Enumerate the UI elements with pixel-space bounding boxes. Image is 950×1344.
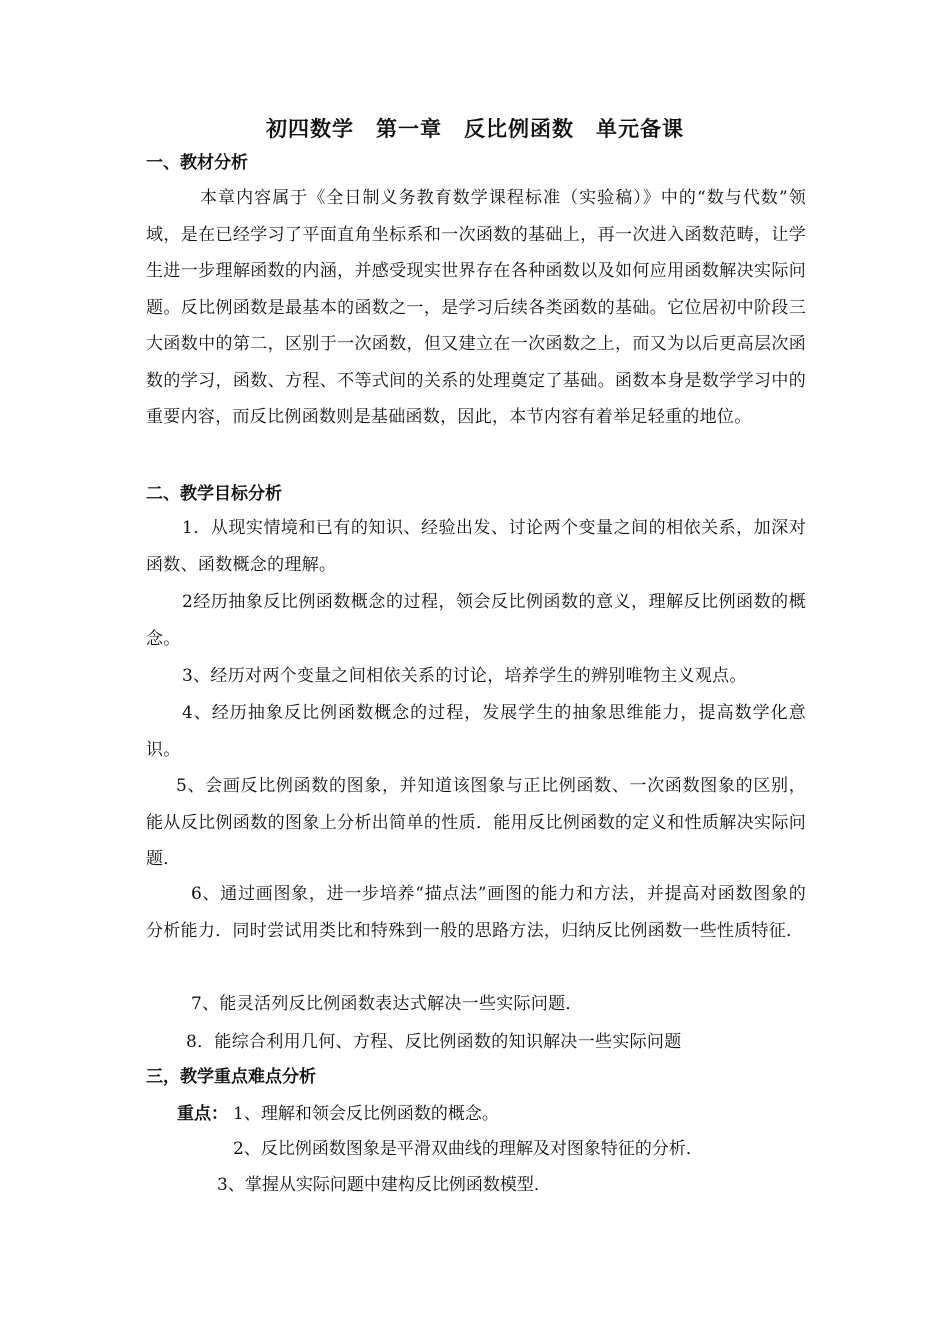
document-title: 初四数学 第一章 反比例函数 单元备课 <box>266 116 684 141</box>
section-heading-teaching-goals: 二、教学目标分析 <box>146 484 282 504</box>
goal-item-4: 4、经历抽象反比例函数概念的过程，发展学生的抽象思维能力，提高数学化意识。 <box>146 703 806 760</box>
key-points-label: 重点： <box>177 1104 228 1124</box>
goal-item-1: 1．从现实情境和已有的知识、经验出发、讨论两个变量之间的相依关系，加深对函数、函数概念的理解。 <box>146 518 806 575</box>
key-point-2: 2、反比例函数图象是平滑双曲线的理解及对图象特征的分析． <box>233 1139 703 1159</box>
goal-item-3: 3、经历对两个变量之间相依关系的讨论，培养学生的辨别唯物主义观点。 <box>182 666 747 686</box>
section-heading-key-difficult-points: 三，教学重点难点分析 <box>146 1067 316 1087</box>
goal-item-2: 2经历抽象反比例函数概念的过程，领会反比例函数的意义，理解反比例函数的概念。 <box>146 592 806 649</box>
goal-item-5: 5、会画反比例函数的图象，并知道该图象与正比例函数、一次函数图象的区别，能从反比例函数的图象上分析出简单的性质．能用反比例函数的定义和性质解决实际问题． <box>146 776 806 869</box>
goal-item-6: 6、通过画图象，进一步培养“描点法”画图的能力和方法，并提高对函数图象的分析能力．同时尝试用类比和特殊到一般的思路方法，归纳反比例函数一些性质特征． <box>146 884 806 941</box>
key-point-3: 3、掌握从实际问题中建构反比例函数模型． <box>217 1175 551 1195</box>
textbook-analysis-paragraph: 本章内容属于《全日制义务教育数学课程标准（实验稿）》中的“数与代数”领域，是在已经学习了平面直角坐标系和一次函数的基础上，再一次进入函数范畴，让学生进一步理解函数的内涵，并感受现实世界存在各种函数以及如何应用函数解决实际问题。反比例函数是最基本的函数之一，是学习后续各类函数的基础。它位居初中阶段三大函数中的第二，区别于一次函数，但又建立在一次函数之上，而又为以后更高层次函数的学习，函数、方程、不等式间的关系的处理奠定了基础。函数本身是数学学习中的重要内容，而反比例函数则是基础函数，因此，本节内容有着举足轻重的地位。 <box>146 188 806 427</box>
goal-item-7: 7、能灵活列反比例函数表达式解决一些实际问题． <box>191 994 583 1014</box>
goal-item-8: 8．能综合利用几何、方程、反比例函数的知识解决一些实际问题 <box>186 1032 682 1052</box>
section-heading-textbook-analysis: 一、教材分析 <box>146 153 248 173</box>
key-point-1: 1、理解和领会反比例函数的概念。 <box>233 1104 499 1124</box>
